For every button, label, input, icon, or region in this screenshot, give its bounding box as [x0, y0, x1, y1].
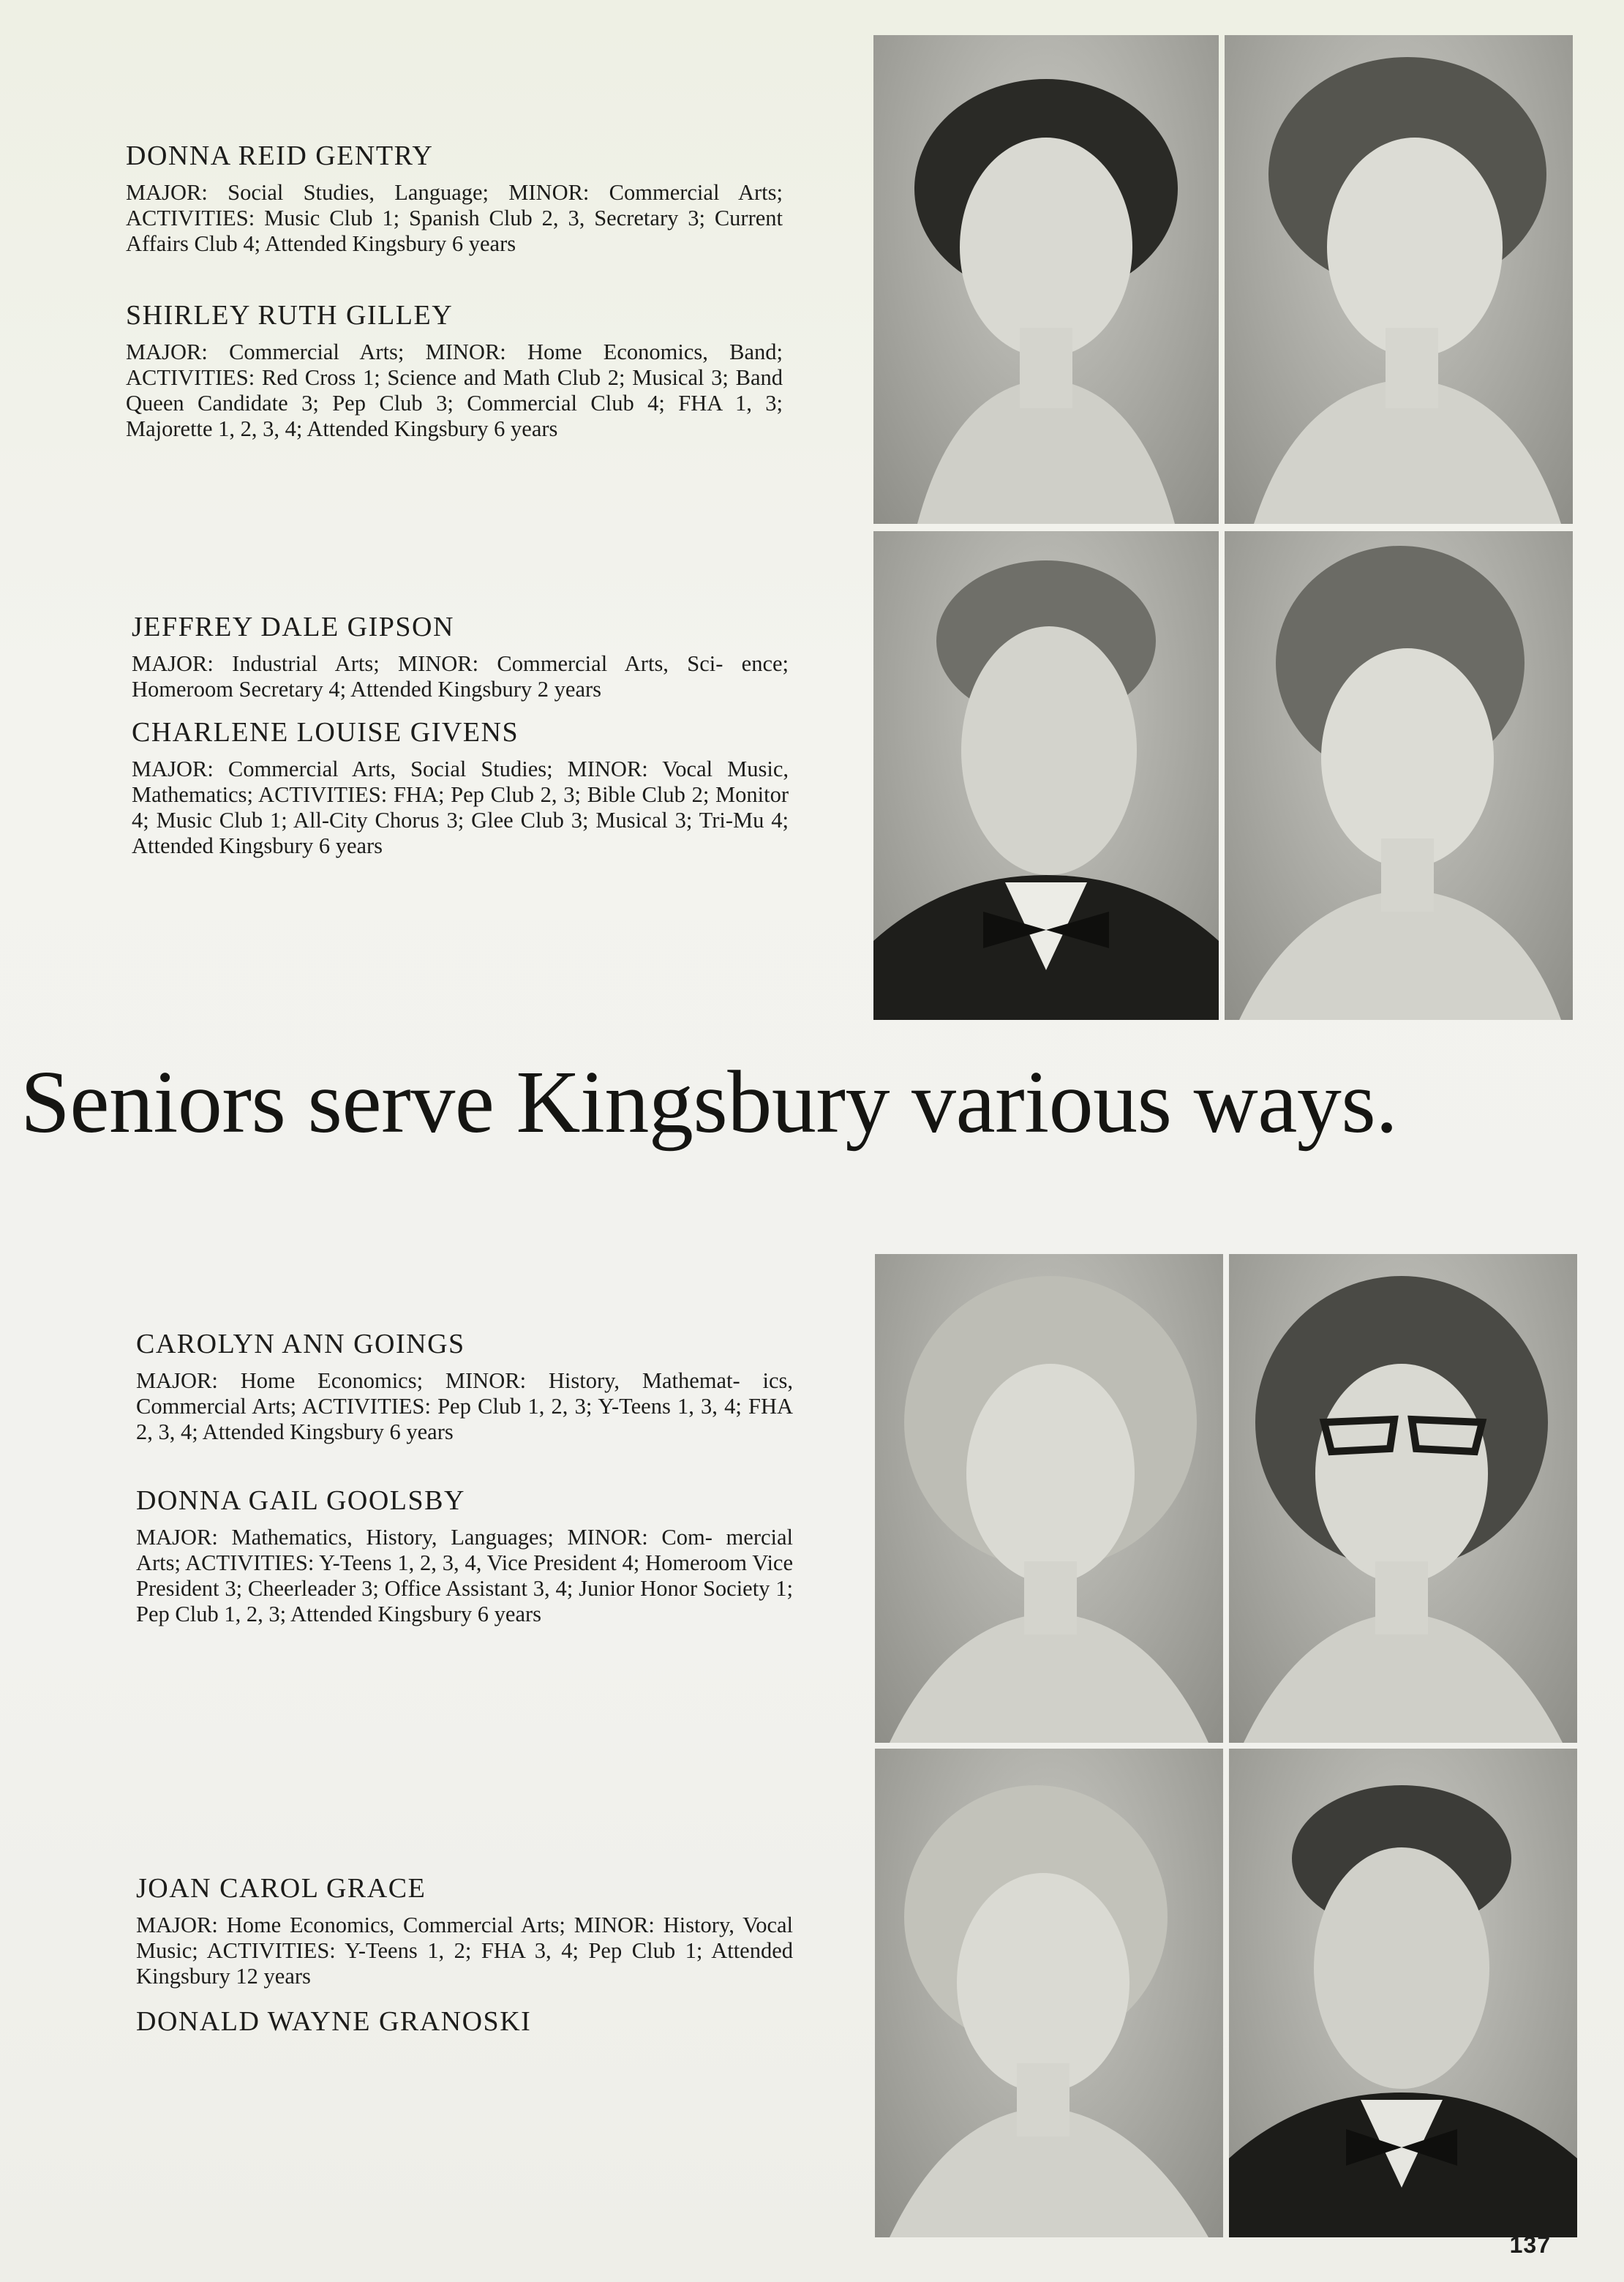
page-headline: Seniors serve Kingsbury various ways. — [20, 1053, 1398, 1152]
senior-name: DONNA GAIL GOOLSBY — [136, 1485, 465, 1516]
portrait-photo-gilley — [1225, 35, 1573, 524]
page-number: 137 — [1509, 2232, 1551, 2258]
senior-entry-granoski — [136, 2006, 793, 2046]
senior-name: CAROLYN ANN GOINGS — [136, 1329, 465, 1359]
senior-entry-gilley — [126, 300, 783, 442]
portrait-photo-grace — [875, 1749, 1223, 2237]
senior-name: JEFFREY DALE GIPSON — [132, 612, 454, 642]
senior-entry-goolsby — [136, 1485, 793, 1627]
senior-name: JOAN CAROL GRACE — [136, 1873, 426, 1904]
senior-description: MAJOR: Home Economics, Commercial Arts; MINOR: History, Vocal Music; ACTIVITIES: Y-Teens 1, 2; FHA 3, 4; Pep Club 1; Attended Kingsbury 12 years — [136, 1912, 793, 1989]
portrait-photo-granoski — [1229, 1749, 1577, 2237]
senior-description: MAJOR: Home Economics; MINOR: History, Mathemat- ics, Commercial Arts; ACTIVITIES: Pep Club 1, 2, 3; Y-Teens 1, 3, 4; FHA 2, 3, 4; Attended Kingsbury 6 years — [136, 1367, 793, 1444]
senior-description: MAJOR: Industrial Arts; MINOR: Commercial Arts, Sci- ence; Homeroom Secretary 4; Attended Kingsbury 2 years — [132, 650, 789, 702]
senior-description: MAJOR: Commercial Arts, Social Studies; MINOR: Vocal Music, Mathematics; ACTIVITIES: FHA; Pep Club 2, 3; Bible Club 2; Monitor 4; Music Club 1; All-City Chorus 3; Glee Club 3; Musical 3; Tri-Mu 4; Attended Kingsbury 6 years — [132, 756, 789, 858]
portrait-photo-gentry — [873, 35, 1219, 524]
senior-description: MAJOR: Social Studies, Language; MINOR: Commercial Arts; ACTIVITIES: Music Club 1; Spanish Club 2, 3, Secretary 3; Current Affairs Club 4; Attended Kingsbury 6 years — [126, 179, 783, 256]
senior-name: SHIRLEY RUTH GILLEY — [126, 300, 454, 331]
portrait-photo-givens — [1225, 531, 1573, 1020]
senior-name: DONALD WAYNE GRANOSKI — [136, 2006, 532, 2037]
senior-entry-goings — [136, 1329, 793, 1445]
senior-entry-gentry — [126, 140, 783, 257]
senior-description: MAJOR: Commercial Arts; MINOR: Home Economics, Band; ACTIVITIES: Red Cross 1; Science and Math Club 2; Musical 3; Band Queen Candidate 3; Pep Club 3; Commercial Club 4; FHA 1, 3; Majorette 1, 2, 3, 4; Attended Kingsbury 6 years — [126, 339, 783, 441]
senior-name: DONNA REID GENTRY — [126, 140, 434, 171]
senior-description: MAJOR: Mathematics, History, Languages; MINOR: Com- mercial Arts; ACTIVITIES: Y-Teens 1, 2, 3, 4, Vice President 4; Homeroom Vice President 3; Cheerleader 3; Office Assistant 3, 4; Junior Honor Society 1; Pep Club 1, 2, 3; Attended Kingsbury 6 years — [136, 1524, 793, 1626]
senior-entry-gipson — [132, 612, 789, 702]
senior-entry-givens — [132, 717, 789, 859]
senior-name: CHARLENE LOUISE GIVENS — [132, 717, 519, 748]
portrait-photo-goolsby — [1229, 1254, 1577, 1743]
portrait-photo-gipson — [873, 531, 1219, 1020]
senior-entry-grace — [136, 1873, 793, 1989]
portrait-photo-goings — [875, 1254, 1223, 1743]
